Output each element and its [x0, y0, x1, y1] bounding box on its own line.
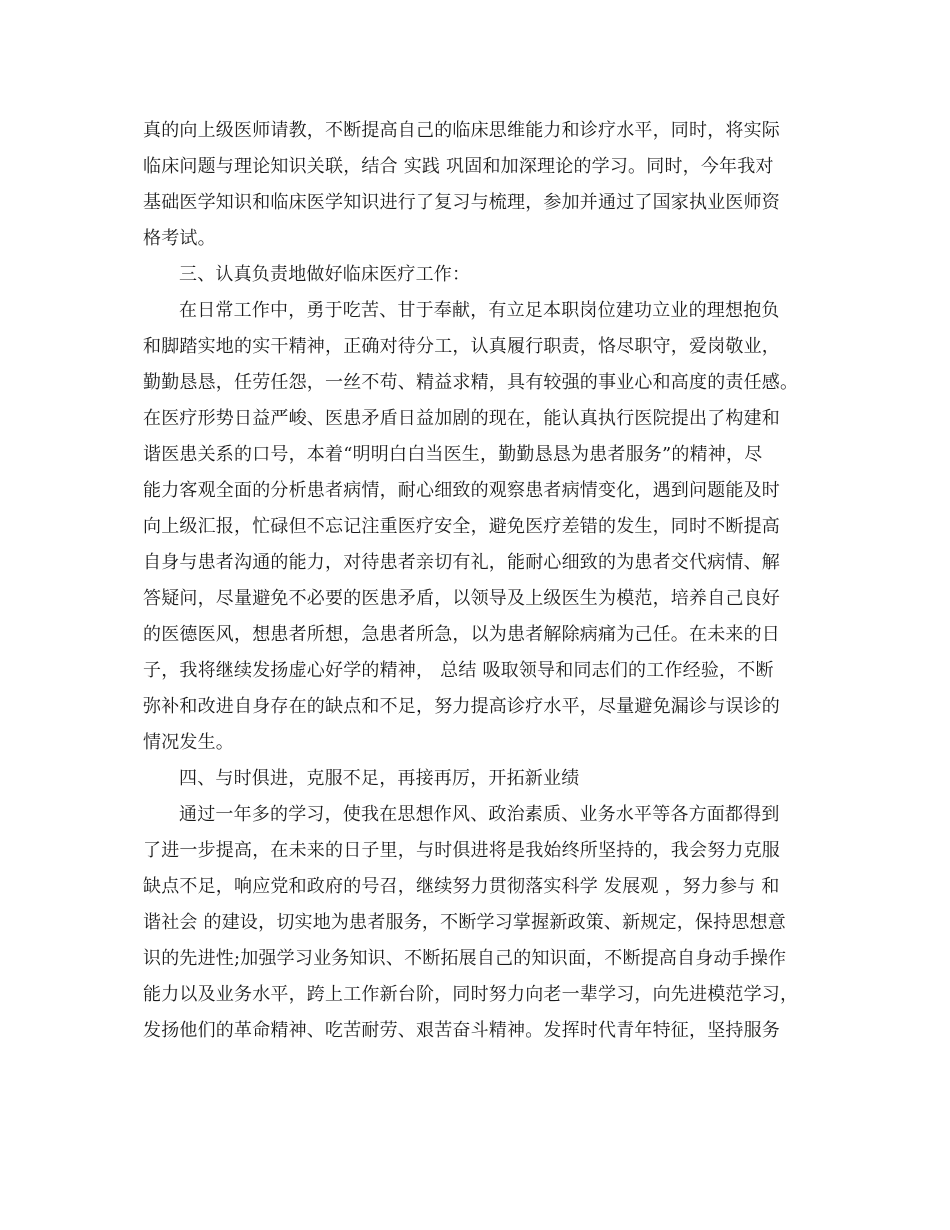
text-line: 基础医学知识和临床医学知识进行了复习与梳理，参加并通过了国家执业医师资 — [143, 192, 780, 213]
text-line: 能力以及业务水平，跨上工作新台阶，同时努力向老一辈学习，向先进模范学习， — [143, 984, 799, 1005]
text-line: 临床问题与理论知识关联，结合 实践 巩固和加深理论的学习。同时，今年我对 — [143, 156, 774, 177]
text-line: 向上级汇报，忙碌但不忘记注重医疗安全，避免医疗差错的发生，同时不断提高 — [143, 516, 780, 537]
text-line: 在医疗形势日益严峻、医患矛盾日益加剧的现在，能认真执行医院提出了构建和 — [143, 408, 780, 429]
text-line: 答疑问，尽量避免不必要的医患矛盾，以领导及上级医生为模范，培养自己良好 — [143, 588, 780, 609]
text-line: 了进一步提高，在未来的日子里，与时俱进将是我始终所坚持的，我会努力克服 — [143, 840, 780, 861]
text-line: 子，我将继续发扬虚心好学的精神， 总结 吸取领导和同志们的工作经验，不断 — [143, 660, 774, 681]
section-heading: 三、认真负责地做好临床医疗工作： — [179, 264, 471, 285]
text-line: 在日常工作中，勇于吃苦、甘于奉献，有立足本职岗位建功立业的理想抱负 — [179, 300, 780, 321]
text-line: 通过一年多的学习，使我在思想作风、政治素质、业务水平等各方面都得到 — [179, 804, 780, 825]
text-line: 的医德医风，想患者所想，急患者所急，以为患者解除病痛为己任。在未来的日 — [143, 624, 780, 645]
text-line: 勤勤恳恳，任劳任怨，一丝不苟、精益求精，具有较强的事业心和高度的责任感。 — [143, 372, 799, 393]
section-heading: 四、与时俱进，克服不足，再接再厉，开拓新业绩 — [179, 768, 580, 789]
text-line: 格考试。 — [143, 228, 216, 249]
text-line: 发扬他们的革命精神、吃苦耐劳、艰苦奋斗精神。发挥时代青年特征，坚持服务 — [143, 1020, 780, 1041]
text-line: 识的先进性;加强学习业务知识、不断拓展自己的知识面，不断提高自身动手操作 — [143, 948, 787, 969]
text-line: 自身与患者沟通的能力，对待患者亲切有礼，能耐心细致的为患者交代病情、解 — [143, 552, 780, 573]
text-line: 缺点不足，响应党和政府的号召，继续努力贯彻落实科学 发展观 ，努力参与 和 — [143, 876, 780, 897]
text-line: 真的向上级医师请教，不断提高自己的临床思维能力和诊疗水平，同时，将实际 — [143, 120, 780, 141]
text-line: 能力客观全面的分析患者病情，耐心细致的观察患者病情变化，遇到问题能及时 — [143, 480, 780, 501]
text-line: 和脚踏实地的实干精神，正确对待分工，认真履行职责，恪尽职守，爱岗敬业， — [143, 336, 780, 357]
text-line: 谐医患关系的口号，本着“明明白白当医生，勤勤恳恳为患者服务”的精神，尽 — [143, 444, 763, 465]
text-line: 弥补和改进自身存在的缺点和不足，努力提高诊疗水平，尽量避免漏诊与误诊的 — [143, 696, 780, 717]
text-line: 情况发生。 — [143, 732, 234, 753]
text-line: 谐社会 的建设，切实地为患者服务，不断学习掌握新政策、新规定，保持思想意 — [143, 912, 786, 933]
